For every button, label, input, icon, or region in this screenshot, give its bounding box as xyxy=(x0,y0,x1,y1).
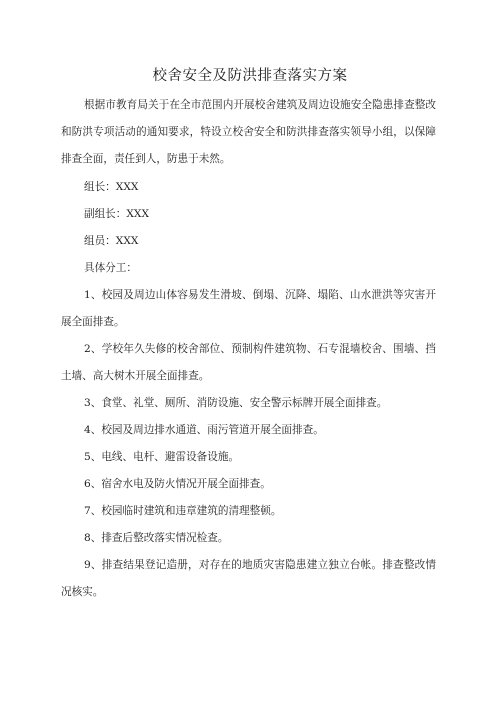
task-item-6: 6、宿舍水电及防火情况开展全面排查。 xyxy=(84,478,271,490)
intro-paragraph: 根据市教育局关于在全市范围内开展校舍建筑及周边设施安全隐患排查整改和防洪专项活动的通知要求，特设立校舍安全和防洪排查落实领导小组，以保障排查全面，责任到人，防患于未然。 xyxy=(61,99,436,165)
task-item-5: 5、电线、电杆、避雷设备设施。 xyxy=(84,451,240,463)
task-item-2: 2、学校年久失修的校舍部位、预制构件建筑物、石专混墙校舍、围墙、挡土墙、高大树木开展全面排查。 xyxy=(61,343,436,382)
division-heading: 具体分工： xyxy=(84,262,137,274)
leader-line: 组长：XXX xyxy=(84,181,139,193)
deputy-leader-line: 副组长：XXX xyxy=(84,208,150,220)
members-line: 组员：XXX xyxy=(84,235,139,247)
task-item-4: 4、校园及周边排水通道、雨污管道开展全面排查。 xyxy=(84,424,324,436)
document-title: 校舍安全及防洪排查落实方案 xyxy=(152,68,348,84)
task-item-7: 7、校园临时建筑和违章建筑的清理整顿。 xyxy=(84,505,282,517)
task-item-3: 3、食堂、礼堂、厕所、消防设施、安全警示标牌开展全面排查。 xyxy=(84,397,388,409)
task-item-8: 8、排查后整改落实情况检查。 xyxy=(84,532,229,544)
task-item-1: 1、校园及周边山体容易发生滑坡、倒塌、沉降、塌陷、山水泄洪等灾害开展全面排查。 xyxy=(61,289,436,328)
task-item-9: 9、排查结果登记造册，对存在的地质灾害隐患建立独立台帐。排查整改情况核实。 xyxy=(61,559,436,598)
